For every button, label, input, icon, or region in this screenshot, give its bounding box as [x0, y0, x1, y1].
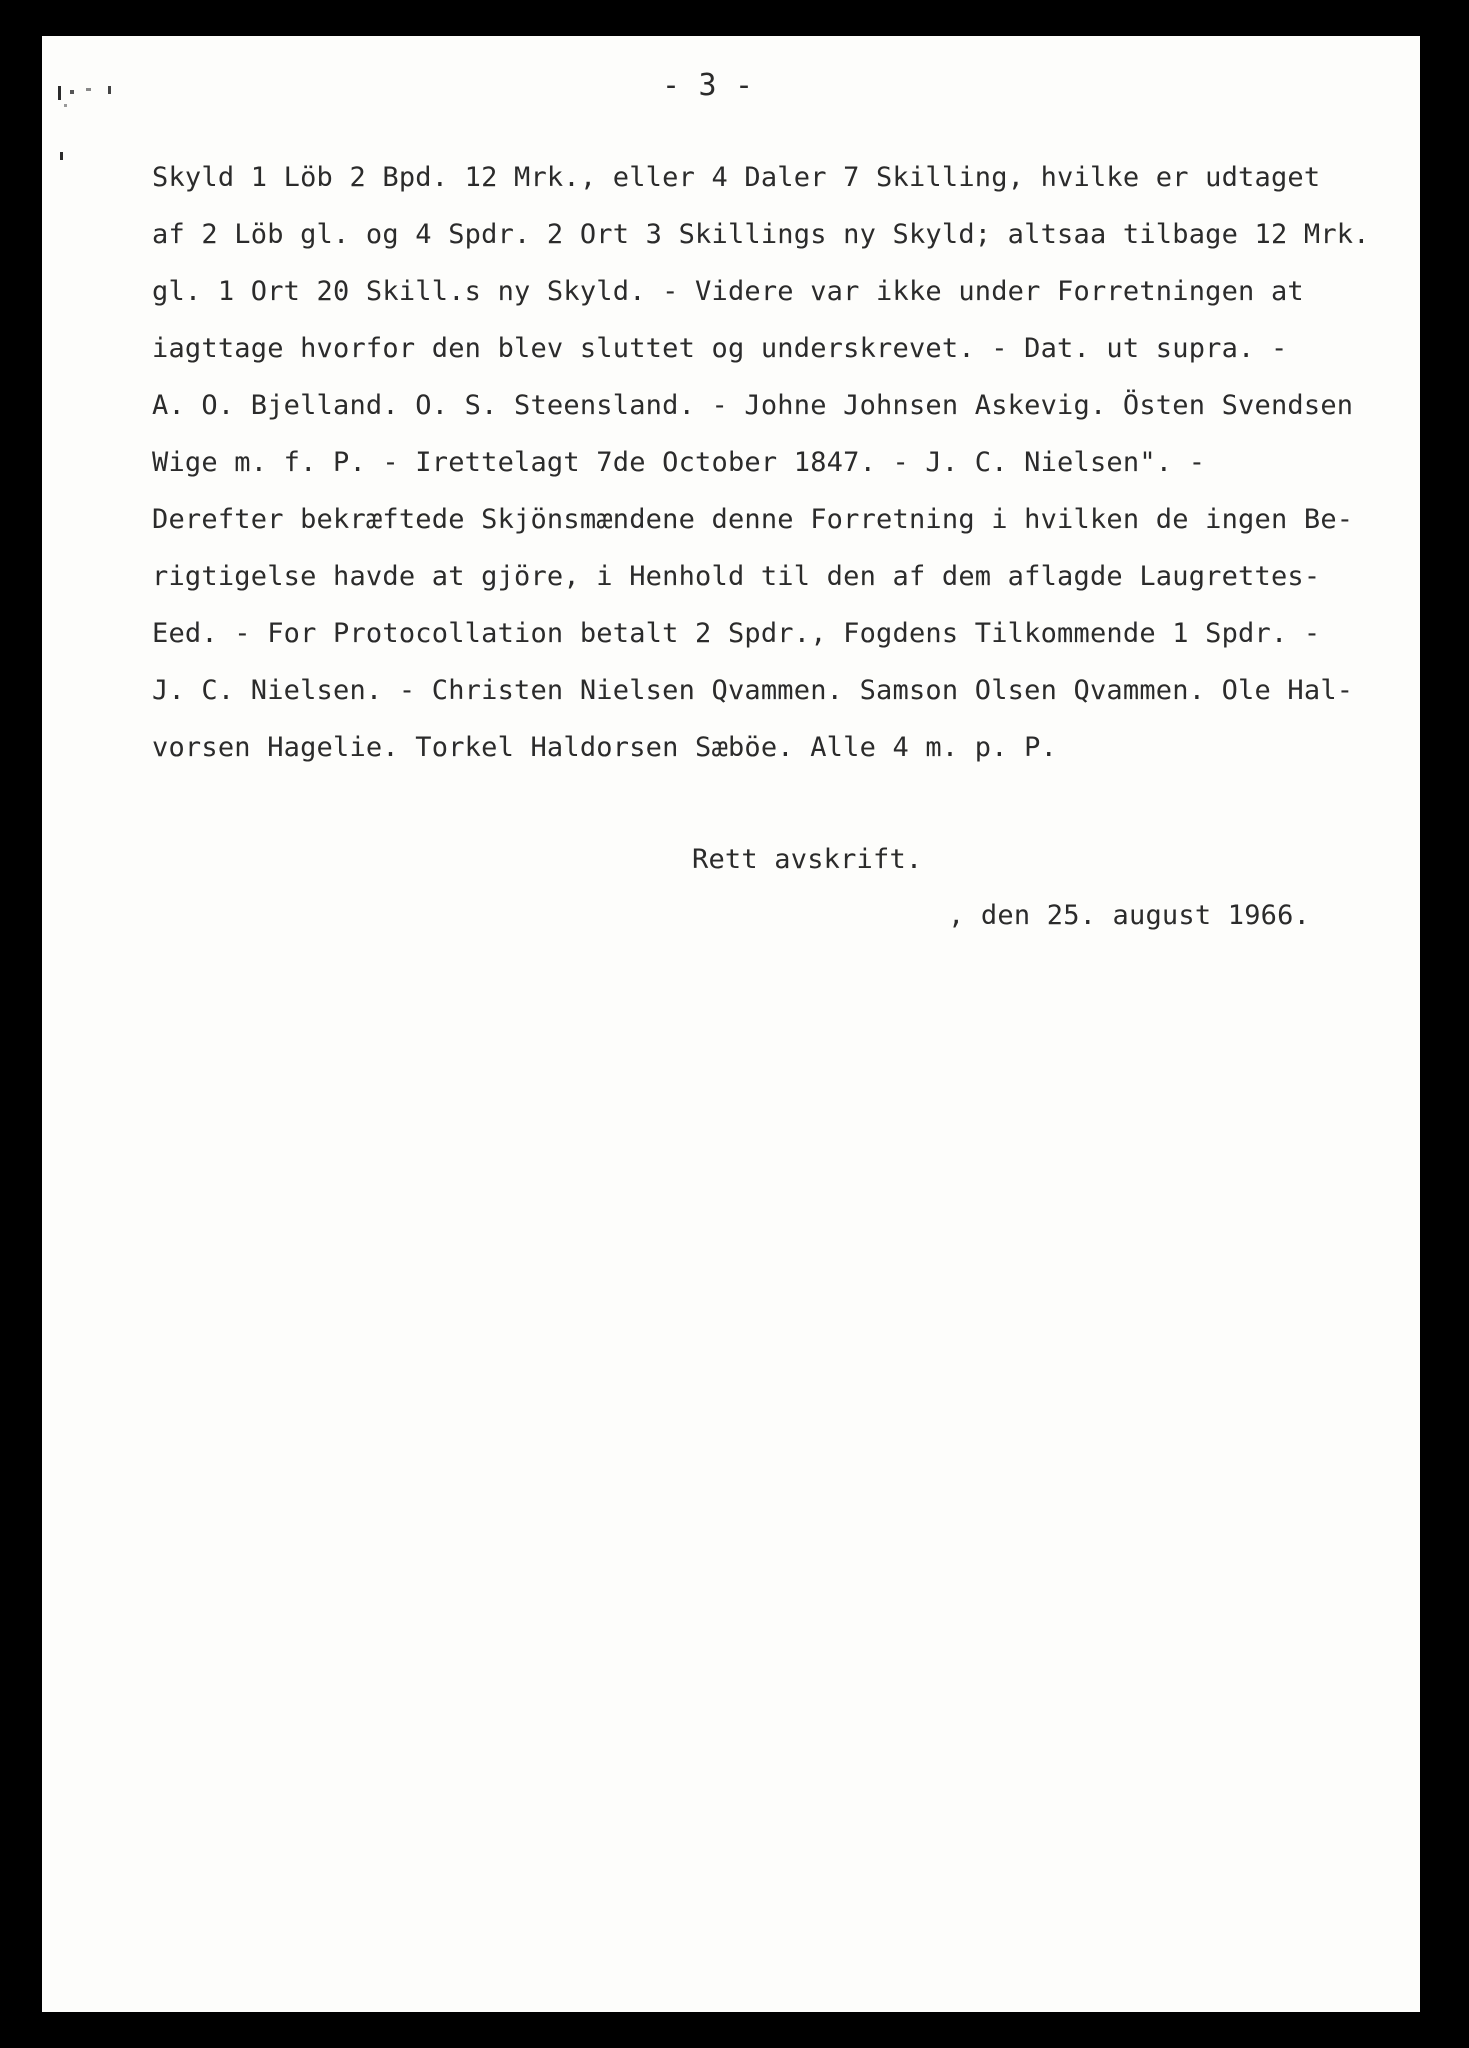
text-line: Wige m. f. P. - Irettelagt 7de October 1847. - J. C. Nielsen". -	[152, 447, 1206, 478]
text-line: Derefter bekræftede Skjönsmændene denne Forretning i hvilken de ingen Be-	[152, 504, 1354, 535]
dateline: , den 25. august 1966.	[948, 900, 1311, 931]
text-line: A. O. Bjelland. O. S. Steensland. - Johne Johnsen Askevig. Östen Svendsen	[152, 390, 1354, 421]
text-line: J. C. Nielsen. - Christen Nielsen Qvammen. Samson Olsen Qvammen. Ole Hal-	[152, 675, 1354, 706]
text-line: af 2 Löb gl. og 4 Spdr. 2 Ort 3 Skillings ny Skyld; altsaa tilbage 12 Mrk.	[152, 219, 1370, 250]
text-line: iagttage hvorfor den blev sluttet og underskrevet. - Dat. ut supra. -	[152, 333, 1288, 364]
page-number: - 3 -	[662, 68, 754, 103]
text-line: Skyld 1 Löb 2 Bpd. 12 Mrk., eller 4 Daler 7 Skilling, hvilke er udtaget	[152, 162, 1321, 193]
text-line: vorsen Hagelie. Torkel Haldorsen Sæböe. Alle 4 m. p. P.	[152, 732, 1058, 763]
text-line: Eed. - For Protocollation betalt 2 Spdr., Fogdens Tilkommende 1 Spdr. -	[152, 618, 1321, 649]
text-line: rigtigelse havde at gjöre, i Henhold til den af dem aflagde Laugrettes-	[152, 561, 1321, 592]
document-page	[42, 36, 1420, 2012]
closing-certification: Rett avskrift.	[692, 844, 923, 875]
text-line: gl. 1 Ort 20 Skill.s ny Skyld. - Videre var ikke under Forretningen at	[152, 276, 1304, 307]
